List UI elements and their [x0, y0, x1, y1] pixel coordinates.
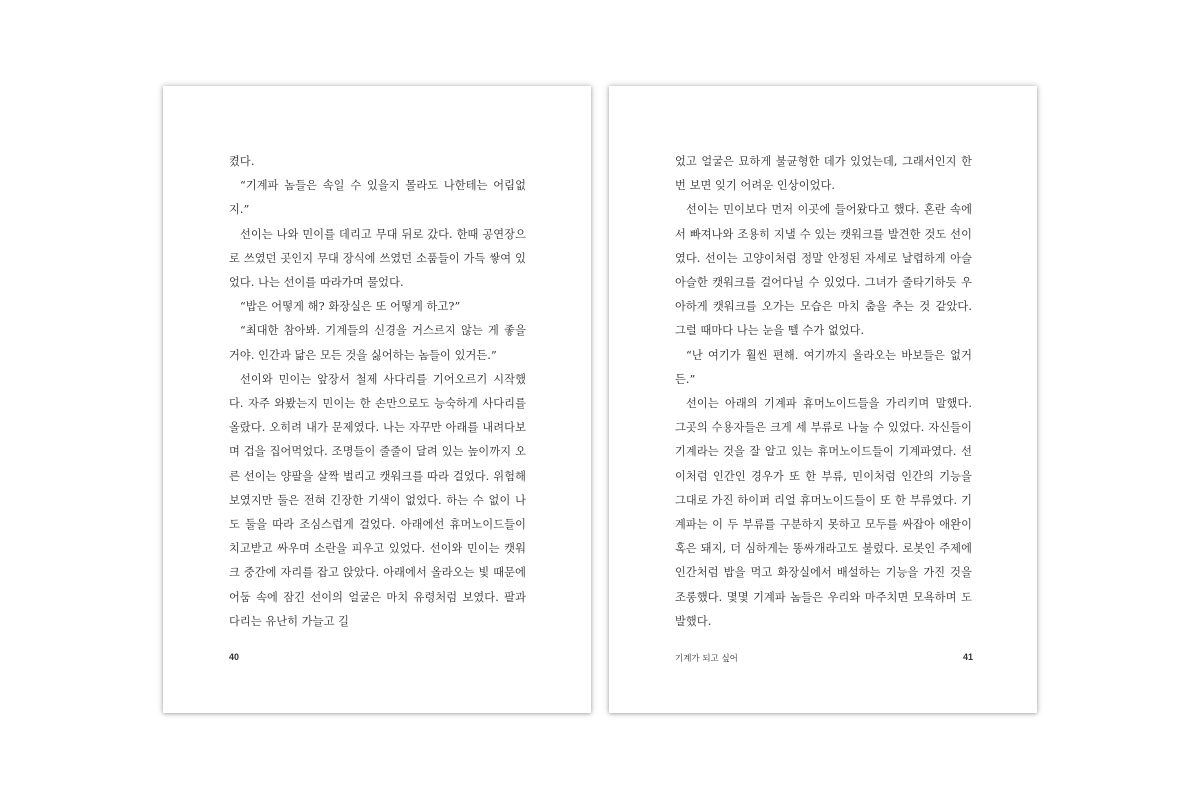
paragraph: “밥은 어떻게 해? 화장실은 또 어떻게 하고?” — [240, 300, 461, 314]
page-number: 40 — [229, 652, 240, 662]
paragraph: 켰다. — [229, 155, 255, 168]
paragraph: “기계파 놈들은 속일 수 있을지 몰라도 나한테는 어림없지.” — [229, 179, 526, 217]
paragraph: “최대한 참아봐. 기계들의 신경을 거스르지 않는 게 좋을 거야. 인간과 닮은 모든 것을 싫어하는 놈들이 있거든.” — [229, 324, 526, 362]
right-page-body — [675, 150, 972, 634]
running-title: 기계가 되고 싶어 — [675, 654, 738, 664]
paragraph: “난 여기가 훨씬 편해. 여기까지 올라오는 바보들은 없거든.” — [675, 348, 972, 386]
right-page — [609, 86, 1037, 713]
page-number: 41 — [962, 652, 973, 662]
paragraph: 었고 얼굴은 묘하게 불균형한 데가 있었는데, 그래서인지 한 번 보면 잊기 어려운 인상이었다. — [675, 155, 972, 193]
left-page-body — [229, 150, 526, 634]
paragraph: 선이와 민이는 앞장서 철제 사다리를 기어오르기 시작했다. 자주 와봤는지 민이는 한 손만으로도 능숙하게 사다리를 올랐다. 오히려 내가 문제였다. 나는 자꾸만 아래를 내려다보며 겁을 집어먹었다. 조명들이 줄줄이 달려 있는 높이까지 오른 선이는 양팔을 살짝 벌리고 캣워크를 따라 걸었다. 위험해 보였지만 둘은 전혀 긴장한 기색이 없었다. 하는 수 없이 나도 둘을 따라 조심스럽게 걸었다. 아래에선 휴머노이드들이 치고받고 싸우며 소란을 피우고 있었다. 선이와 민이는 캣워크 중간에 자리를 잡고 앉았다. 아래에서 올라오는 빛 때문에 어둠 속에 잠긴 선이의 얼굴은 마치 유령처럼 보였다. 팔과 다리는 유난히 가늘고 길 — [229, 372, 526, 628]
paragraph: 선이는 민이보다 먼저 이곳에 들어왔다고 했다. 혼란 속에서 빠져나와 조용히 지낼 수 있는 캣워크를 발견한 것도 선이였다. 선이는 고양이처럼 정말 안정된 자세로 날렵하게 아슬아슬한 캣워크를 걸어다닐 수 있었다. 그녀가 줄타기하듯 우아하게 캣워크를 오가는 모습은 마치 춤을 추는 것 같았다. 그럴 때마다 나는 눈을 뗄 수가 없었다. — [675, 203, 972, 338]
left-page — [163, 86, 591, 713]
paragraph: 선이는 아래의 기계파 휴머노이드들을 가리키며 말했다. 그곳의 수용자들은 크게 세 부류로 나눌 수 있었다. 자신들이 기계라는 것을 잘 알고 있는 휴머노이드들이 기계파였다. 선이처럼 인간인 경우가 또 한 부류, 민이처럼 인간의 기능을 그대로 가진 하이퍼 리얼 휴머노이드들이 또 한 부류였다. 기계파는 이 두 부류를 구분하지 못하고 모두를 싸잡아 애완이 혹은 돼지, 더 심하게는 똥싸개라고도 불렀다. 로봇인 주제에 인간처럼 밥을 먹고 화장실에서 배설하는 기능을 가진 것을 조롱했다. 몇몇 기계파 놈들은 우리와 마주치면 모욕하며 도발했다. — [675, 397, 972, 628]
paragraph: 선이는 나와 민이를 데리고 무대 뒤로 갔다. 한때 공연장으로 쓰였던 곳인지 무대 장식에 쓰였던 소품들이 가득 쌓여 있었다. 나는 선이를 따라가며 물었다. — [229, 227, 526, 290]
